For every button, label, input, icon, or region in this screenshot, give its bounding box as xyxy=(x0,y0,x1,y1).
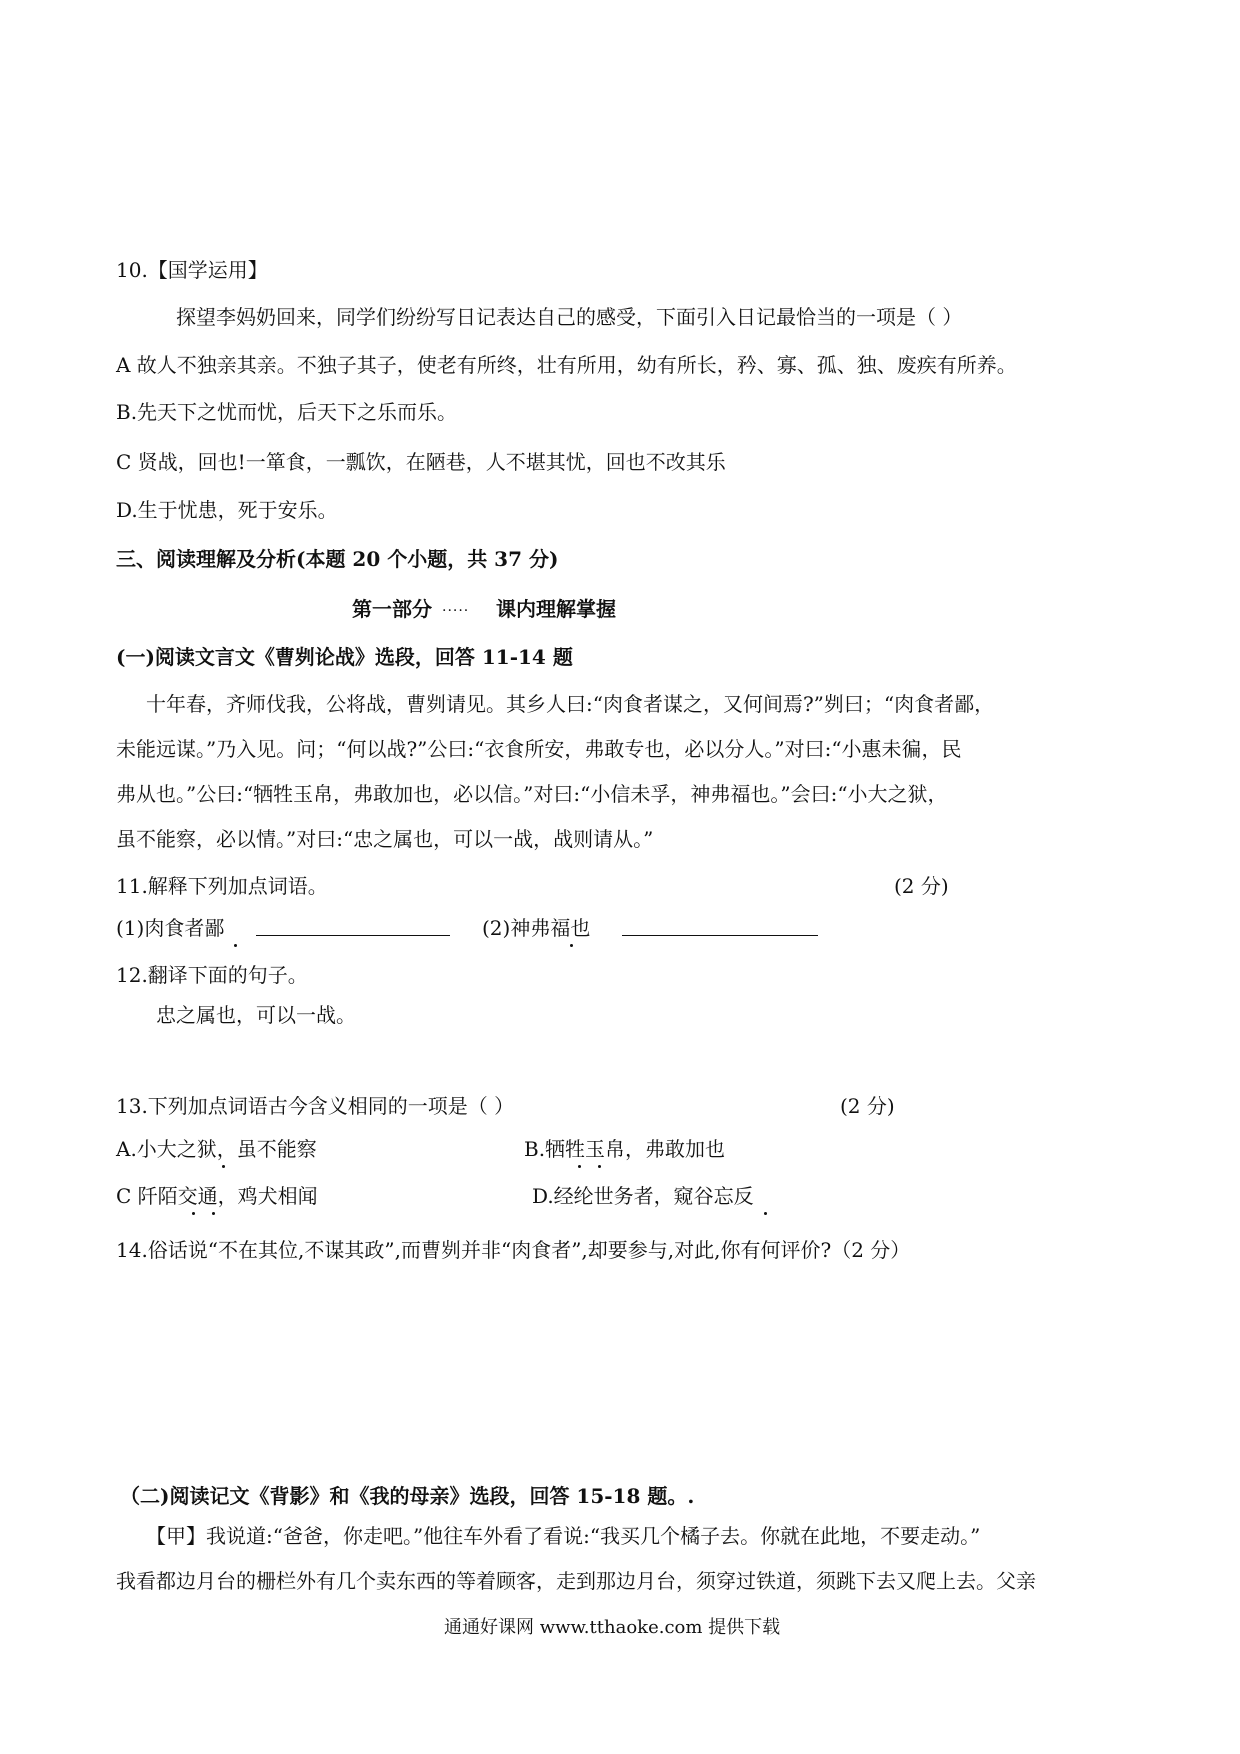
q13-stem: 13.下列加点词语古今含义相同的一项是（ ） xyxy=(116,1094,515,1118)
emphasis-dot xyxy=(234,944,237,947)
emphasis-dot xyxy=(598,1165,601,1168)
part-title: 课内理解掌握 xyxy=(496,597,616,621)
part-separator: ..... xyxy=(442,599,470,615)
q10-option-a: A 故人不独亲其亲。不独子其子，使老有所终，壮有所用，幼有所长，矜、寡、孤、独、废疾有所养。 xyxy=(116,353,1017,377)
q13-option-a: A.小大之狱，虽不能察 xyxy=(116,1137,317,1161)
q11-score: (2 分) xyxy=(894,874,949,898)
footer-source: 通通好课网 www.tthaoke.com 提供下载 xyxy=(444,1617,781,1638)
q10-stem: 探望李妈奶回来，同学们纷纷写日记表达自己的感受，下面引入日记最恰当的一项是（ ） xyxy=(176,305,963,329)
answer-blank-2[interactable] xyxy=(622,935,818,936)
passage-line: 【甲】我说道:“爸爸，你走吧。”他往车外看了看说:“我买几个橘子去。你就在此地，不要走动。” xyxy=(146,1524,981,1548)
emphasis-dot xyxy=(570,944,573,947)
answer-blank-1[interactable] xyxy=(256,935,450,936)
q13-option-d: D.经纶世务者，窥谷忘反 xyxy=(532,1184,754,1208)
q12-sentence: 忠之属也，可以一战。 xyxy=(156,1003,356,1027)
passage-line: 十年春，齐师伐我，公将战，曹刿请见。其乡人曰:“肉食者谋之，又何间焉?”刿曰；“肉食者鄙， xyxy=(146,692,995,716)
passage-line: 虽不能察，必以情。”对曰:“忠之属也，可以一战，战则请从。” xyxy=(116,827,654,851)
q13-option-b: B.牺牲玉帛，弗敢加也 xyxy=(524,1137,726,1161)
emphasis-dot xyxy=(222,1165,225,1168)
q13-score: (2 分) xyxy=(840,1094,895,1118)
section-heading: 三、阅读理解及分析(本题 20 个小题，共 37 分) xyxy=(116,547,559,571)
q11-item-2: (2)神弗福也 xyxy=(482,916,591,940)
reading2-heading: （二)阅读记文《背影》和《我的母亲》选段，回答 15-18 题。. xyxy=(120,1484,695,1508)
q10-option-c: C 贤战，回也!一箪食，一瓢饮，在陋巷，人不堪其忧，回也不改其乐 xyxy=(116,450,726,474)
reading1-heading: (一)阅读文言文《曹刿论战》选段，回答 11-14 题 xyxy=(116,645,573,669)
q10-option-b: B.先天下之忧而忧，后天下之乐而乐。 xyxy=(116,400,458,424)
emphasis-dot xyxy=(192,1212,195,1215)
passage-line: 我看都边月台的栅栏外有几个卖东西的等着顾客，走到那边月台，须穿过铁道，须跳下去又爬上去。父亲 xyxy=(116,1569,1036,1593)
q11-item-1: (1)肉食者鄙 xyxy=(116,916,225,940)
q13-option-c: C 阡陌交通，鸡犬相闻 xyxy=(116,1184,318,1208)
q11-stem: 11.解释下列加点词语。 xyxy=(116,874,328,898)
part-label: 第一部分 xyxy=(352,597,432,621)
q10-title: 10.【国学运用】 xyxy=(116,258,268,282)
q14-stem: 14.俗话说“不在其位,不谋其政”,而曹刿并非“肉食者”,却要参与,对此,你有何评价?（2 分） xyxy=(116,1238,911,1262)
passage-line: 弗从也。”公曰:“牺牲玉帛，弗敢加也，必以信。”对曰:“小信未孚，神弗福也。”会曰:“小大之狱， xyxy=(116,782,948,806)
q12-stem: 12.翻译下面的句子。 xyxy=(116,963,308,987)
q10-option-d: D.生于忧患，死于安乐。 xyxy=(116,498,338,522)
emphasis-dot xyxy=(764,1212,767,1215)
passage-line: 未能远谋。”乃入见。问；“何以战?”公曰:“衣食所安，弗敢专也，必以分人。”对曰:“小惠未徧，民 xyxy=(116,737,962,761)
emphasis-dot xyxy=(212,1212,215,1215)
emphasis-dot xyxy=(578,1165,581,1168)
